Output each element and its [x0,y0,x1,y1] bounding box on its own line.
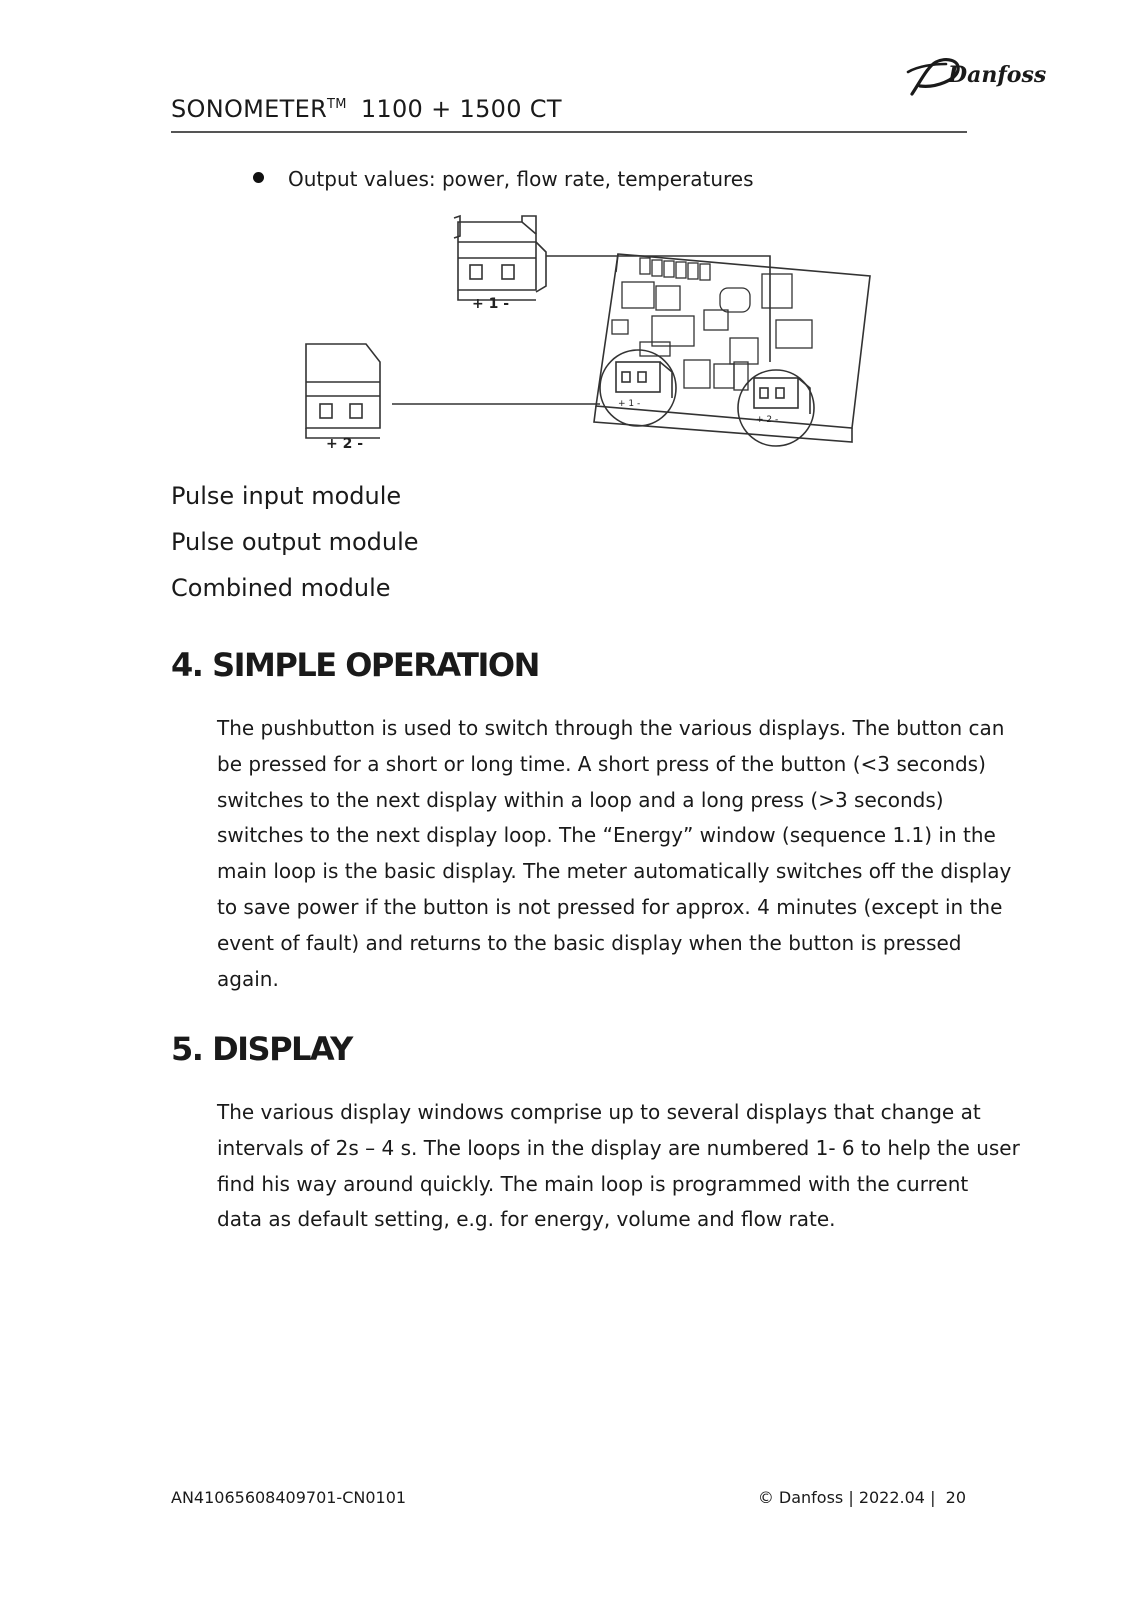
module-combined: Combined module [171,574,391,602]
paragraph-line: event of fault) and returns to the basic display when the button is pressed [217,930,962,955]
paragraph-line: to save power if the button is not pressed for approx. 4 minutes (except in the [217,894,1003,919]
paragraph-line: intervals of 2s – 4 s. The loops in the display are numbered 1- 6 to help the user [217,1135,1020,1160]
section-body-display [217,1095,1020,1238]
plus-sign: + [431,95,452,123]
paragraph-line: again. [217,966,279,991]
terminal-block-2 [306,344,380,438]
terminal-2-label: + 2 - [326,436,364,452]
paragraph-line: main loop is the basic display. The meter automatically switches off the display [217,859,1012,884]
section-heading-display: 5. DISPLAY [171,1030,352,1068]
model-suffix: CT [529,95,562,123]
module-pulse-output: Pulse output module [171,528,419,556]
module-pulse-input: Pulse input module [171,482,402,510]
module-terminal-diagram [300,212,900,462]
page-number: 20 [945,1488,966,1507]
paragraph-line: data as default setting, e.g. for energy, volume and flow rate. [217,1207,836,1232]
model-a: 1100 [360,95,424,123]
logo-wordmark: Danfoss [948,62,1047,88]
paragraph-line: find his way around quickly. The main loop is programmed with the current [217,1171,969,1196]
bullet-dot-icon [253,172,264,183]
paragraph-line: The various display windows comprise up to several displays that change at [217,1100,981,1124]
model-b: 1500 [459,95,522,123]
terminal-block-1 [454,216,546,300]
paragraph-line: be pressed for a short or long time. A short press of the button (<3 seconds) [217,751,986,776]
header-title [171,95,562,123]
board-terminal-left-label: + 1 - [618,399,641,409]
danfoss-logo [906,52,1047,100]
board-terminal-right-label: + 2 - [756,415,779,425]
section-body-simple-operation [217,711,1012,997]
paragraph-line: switches to the next display loop. The “Energy” window (sequence 1.1) in the [217,823,996,848]
bullet-text: Output values: power, flow rate, temperatures [288,167,754,191]
paragraph-line: The pushbutton is used to switch through the various displays. The button can [217,716,1005,740]
section-heading-simple-operation: 4. SIMPLE OPERATION [171,646,539,684]
bullet-item [253,167,754,191]
terminal-1-label: + 1 - [472,296,510,312]
footer-copyright [758,1488,966,1507]
paragraph-line: switches to the next display within a loop and a long press (>3 seconds) [217,787,944,812]
header-divider [171,131,967,133]
copyright-text: © Danfoss | 2022.04 | [757,1488,936,1507]
product-name: SONOMETER [171,95,328,123]
footer-doc-id: AN41065608409701-CN0101 [171,1488,407,1507]
trademark-mark: TM [327,97,347,112]
